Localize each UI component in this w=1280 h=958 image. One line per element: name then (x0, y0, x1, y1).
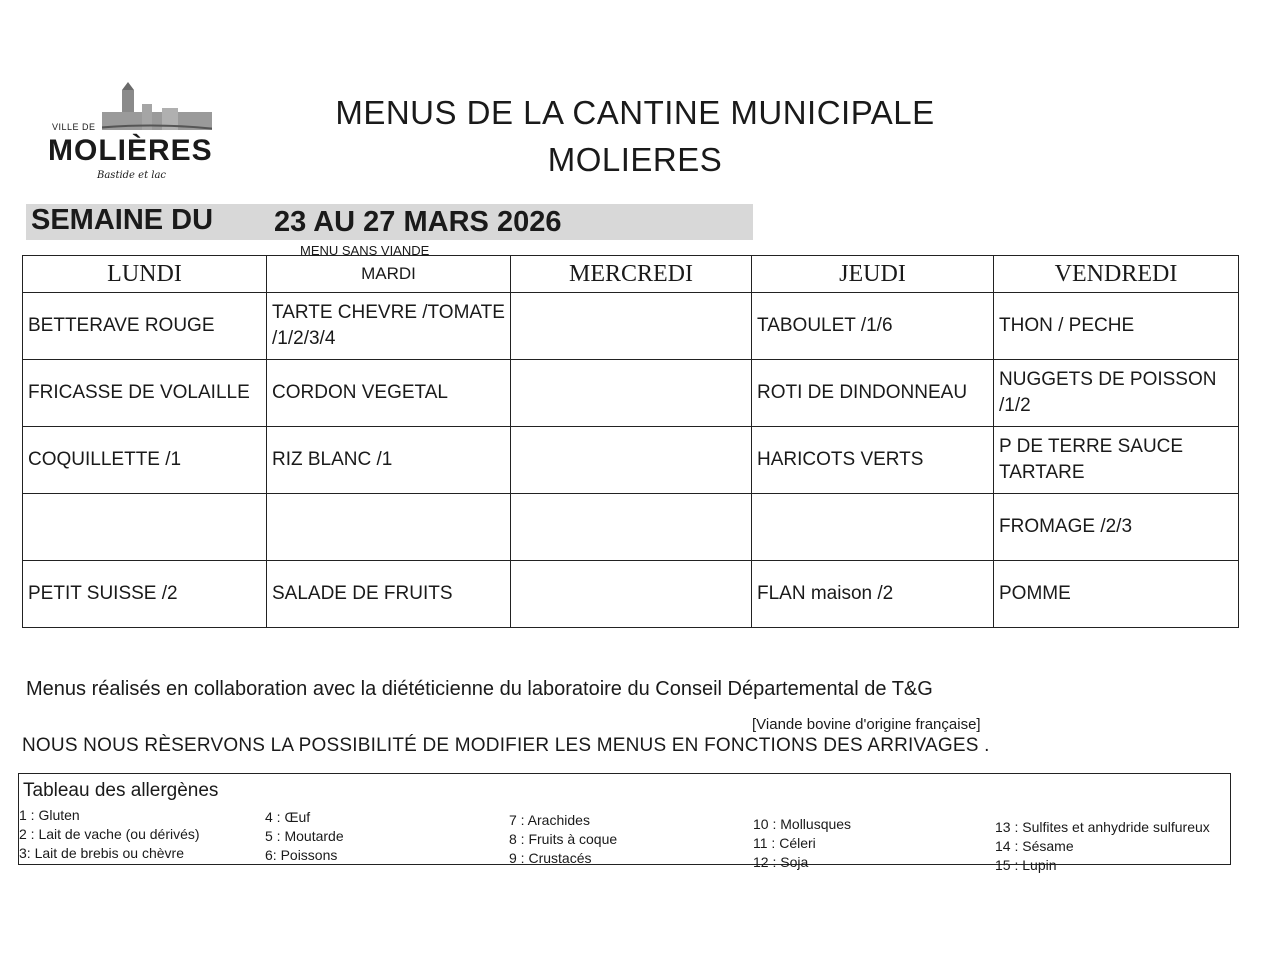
town-logo (42, 82, 262, 192)
menu-cell (511, 360, 752, 427)
menu-cell: PETIT SUISSE /2 (23, 561, 267, 628)
menu-cell: THON / PECHE (994, 293, 1239, 360)
menu-table (22, 255, 1239, 628)
day-header-mardi: MARDI (267, 256, 511, 293)
allergen-item: 7 : Arachides (509, 812, 590, 828)
menu-cell: CORDON VEGETAL (267, 360, 511, 427)
page-subtitle: MOLIERES (547, 141, 723, 178)
allergen-item: 11 : Céleri (753, 835, 816, 851)
menu-cell: POMME (994, 561, 1239, 628)
allergen-table-title: Tableau des allergènes (23, 780, 219, 801)
allergen-item: 12 : Soja (753, 854, 809, 870)
table-row (23, 293, 1239, 360)
allergen-item: 13 : Sulfites et anhydride sulfureux (995, 819, 1210, 835)
allergen-item: 5 : Moutarde (265, 828, 344, 844)
menu-cell: FLAN maison /2 (752, 561, 994, 628)
day-header-lundi: LUNDI (23, 256, 267, 293)
allergen-item: 14 : Sésame (995, 838, 1074, 854)
menu-cell: FROMAGE /2/3 (994, 494, 1239, 561)
day-header-jeudi: JEUDI (752, 256, 994, 293)
logo-ville-text: VILLE DE (52, 122, 96, 132)
allergen-item: 9 : Crustacés (509, 850, 592, 866)
menu-cell (511, 494, 752, 561)
allergen-item: 3: Lait de brebis ou chèvre (19, 845, 184, 861)
allergen-item: 6: Poissons (265, 847, 338, 863)
week-banner (26, 204, 753, 240)
allergen-item: 8 : Fruits à coque (509, 831, 618, 847)
allergen-column-5 (995, 818, 1210, 875)
menu-cell: RIZ BLANC /1 (267, 427, 511, 494)
menu-cell (511, 427, 752, 494)
allergen-column-2 (265, 808, 344, 865)
allergen-item: 4 : Œuf (265, 809, 311, 825)
allergen-item: 15 : Lupin (995, 857, 1057, 873)
allergen-column-4 (753, 815, 851, 872)
table-row (23, 494, 1239, 561)
table-row (23, 427, 1239, 494)
menu-cell: TARTE CHEVRE /TOMATE /1/2/3/4 (267, 293, 511, 360)
meat-origin-note: [Viande bovine d'origine française] (752, 716, 981, 733)
menu-cell: NUGGETS DE POISSON /1/2 (994, 360, 1239, 427)
allergen-table (18, 773, 1231, 873)
menu-cell: FRICASSE DE VOLAILLE (23, 360, 267, 427)
menu-cell: HARICOTS VERTS (752, 427, 994, 494)
day-header-mercredi: MERCREDI (511, 256, 752, 293)
allergen-column-1 (19, 806, 200, 863)
allergen-item: 2 : Lait de vache (ou dérivés) (19, 826, 200, 842)
logo-tagline: Bastide et lac (97, 170, 167, 181)
menu-cell: SALADE DE FRUITS (267, 561, 511, 628)
allergen-item: 1 : Gluten (19, 807, 80, 823)
table-row (23, 360, 1239, 427)
menu-cell: ROTI DE DINDONNEAU (752, 360, 994, 427)
week-dates: 23 AU 27 MARS 2026 (274, 206, 562, 238)
reservation-notice: NOUS NOUS RÈSERVONS LA POSSIBILITÉ DE MODIFIER LES MENUS EN FONCTIONS DES ARRIVAGES . (22, 735, 990, 756)
menu-cell: TABOULET /1/6 (752, 293, 994, 360)
menu-cell (267, 494, 511, 561)
day-header-vendredi: VENDREDI (994, 256, 1239, 293)
menu-cell: BETTERAVE ROUGE (23, 293, 267, 360)
page-title: MENUS DE LA CANTINE MUNICIPALE (335, 94, 935, 131)
menu-cell: COQUILLETTE /1 (23, 427, 267, 494)
table-row (23, 561, 1239, 628)
menu-note: MENU SANS VIANDE (300, 243, 430, 258)
logo-town-name: MOLIÈRES (48, 134, 213, 167)
menu-cell: P DE TERRE SAUCE TARTARE (994, 427, 1239, 494)
menu-cell (511, 293, 752, 360)
week-label: SEMAINE DU (31, 204, 214, 236)
menu-cell (511, 561, 752, 628)
menu-cell (752, 494, 994, 561)
table-header-row (23, 256, 1239, 293)
menu-cell (23, 494, 267, 561)
allergen-column-3 (509, 811, 617, 868)
allergen-item: 10 : Mollusques (753, 816, 852, 832)
collaboration-note: Menus réalisés en collaboration avec la diététicienne du laboratoire du Conseil Départemental de T&G (26, 678, 933, 700)
town-skyline-icon (102, 82, 212, 137)
